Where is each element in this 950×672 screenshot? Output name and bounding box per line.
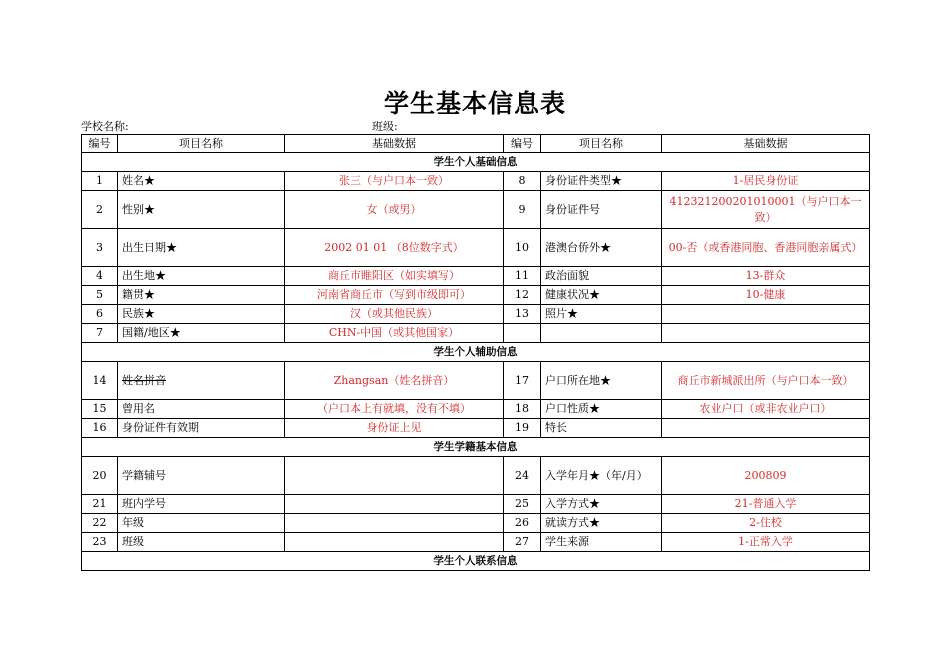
item-name: 健康状况★	[541, 286, 662, 305]
item-name: 户口性质★	[541, 400, 662, 419]
table-header-row	[82, 135, 870, 153]
item-name: 曾用名	[118, 400, 285, 419]
row-number: 7	[82, 324, 118, 343]
header-item: 项目名称	[541, 135, 662, 153]
row-number: 11	[504, 267, 541, 286]
item-name: 年级	[118, 514, 285, 533]
item-name: 就读方式★	[541, 514, 662, 533]
row-number: 24	[504, 457, 541, 495]
table-row	[82, 533, 870, 552]
item-value[interactable]: 商丘市新城派出所（与户口本一致）	[662, 362, 870, 400]
item-name: 入学方式★	[541, 495, 662, 514]
item-name: 民族★	[118, 305, 285, 324]
item-value[interactable]: 2-住校	[662, 514, 870, 533]
item-value[interactable]	[285, 495, 504, 514]
item-name: 出生日期★	[118, 229, 285, 267]
section-aux-info: 学生个人辅助信息	[82, 343, 870, 362]
item-value[interactable]: 10-健康	[662, 286, 870, 305]
item-value[interactable]: 2002 01 01 （8位数字式）	[285, 229, 504, 267]
row-number	[504, 324, 541, 343]
table-row	[82, 172, 870, 191]
item-name: 学籍辅号	[118, 457, 285, 495]
row-number: 22	[82, 514, 118, 533]
table-row	[82, 514, 870, 533]
item-name: 性别★	[118, 191, 285, 229]
item-value[interactable]	[662, 305, 870, 324]
item-value[interactable]: 412321200201010001（与户口本一致）	[662, 191, 870, 229]
header-no: 编号	[82, 135, 118, 153]
item-name: 身份证件类型★	[541, 172, 662, 191]
row-number: 23	[82, 533, 118, 552]
item-name: 出生地★	[118, 267, 285, 286]
item-name: 班内学号	[118, 495, 285, 514]
table-row	[82, 305, 870, 324]
table-row	[82, 191, 870, 229]
row-number: 4	[82, 267, 118, 286]
table-row	[82, 362, 870, 400]
row-number: 18	[504, 400, 541, 419]
item-value[interactable]: 200809	[662, 457, 870, 495]
item-value[interactable]: 1-居民身份证	[662, 172, 870, 191]
item-value[interactable]: 13-群众	[662, 267, 870, 286]
section-contact-info: 学生个人联系信息	[82, 552, 870, 571]
item-value[interactable]	[662, 324, 870, 343]
item-value[interactable]: 1-正常入学	[662, 533, 870, 552]
item-value[interactable]: 女（或男）	[285, 191, 504, 229]
item-name: 港澳台侨外★	[541, 229, 662, 267]
table-row	[82, 267, 870, 286]
item-name: 特长	[541, 419, 662, 438]
item-value[interactable]: 汉（或其他民族）	[285, 305, 504, 324]
item-name: 姓名拼音	[118, 362, 285, 400]
item-name: 身份证件有效期	[118, 419, 285, 438]
row-number: 16	[82, 419, 118, 438]
item-name: 学生来源	[541, 533, 662, 552]
header-data: 基础数据	[285, 135, 504, 153]
item-value[interactable]	[285, 514, 504, 533]
table-row	[82, 457, 870, 495]
header-data: 基础数据	[662, 135, 870, 153]
item-name: 照片★	[541, 305, 662, 324]
item-value[interactable]: 身份证上见	[285, 419, 504, 438]
item-name: 身份证件号	[541, 191, 662, 229]
row-number: 5	[82, 286, 118, 305]
table-row	[82, 229, 870, 267]
item-name: 政治面貌	[541, 267, 662, 286]
table-row	[82, 419, 870, 438]
row-number: 26	[504, 514, 541, 533]
row-number: 3	[82, 229, 118, 267]
section-basic-info: 学生个人基础信息	[82, 153, 870, 172]
item-value[interactable]	[285, 533, 504, 552]
section-enroll-info: 学生学籍基本信息	[82, 438, 870, 457]
row-number: 13	[504, 305, 541, 324]
item-value[interactable]: 商丘市睢阳区（如实填写）	[285, 267, 504, 286]
item-value[interactable]: 00-否（或香港同胞、香港同胞亲属式）	[662, 229, 870, 267]
item-name: 姓名★	[118, 172, 285, 191]
item-name: 户口所在地★	[541, 362, 662, 400]
row-number: 10	[504, 229, 541, 267]
item-value[interactable]: 21-普通入学	[662, 495, 870, 514]
row-number: 15	[82, 400, 118, 419]
row-number: 25	[504, 495, 541, 514]
row-number: 1	[82, 172, 118, 191]
row-number: 2	[82, 191, 118, 229]
item-value[interactable]	[285, 457, 504, 495]
row-number: 9	[504, 191, 541, 229]
row-number: 17	[504, 362, 541, 400]
item-name	[541, 324, 662, 343]
item-value[interactable]: CHN-中国（或其他国家）	[285, 324, 504, 343]
row-number: 27	[504, 533, 541, 552]
row-number: 21	[82, 495, 118, 514]
item-value[interactable]: 农业户口（或非农业户口）	[662, 400, 870, 419]
item-name: 国籍/地区★	[118, 324, 285, 343]
item-name: 籍贯★	[118, 286, 285, 305]
row-number: 8	[504, 172, 541, 191]
row-number: 6	[82, 305, 118, 324]
header-item: 项目名称	[118, 135, 285, 153]
table-row	[82, 400, 870, 419]
table-row	[82, 324, 870, 343]
student-info-table	[81, 134, 870, 571]
item-value[interactable]: 河南省商丘市（写到市级即可）	[285, 286, 504, 305]
row-number: 20	[82, 457, 118, 495]
item-value[interactable]	[662, 419, 870, 438]
item-name: 入学年月★（年/月）	[541, 457, 662, 495]
page-title: 学生基本信息表	[383, 89, 566, 118]
school-name-label: 学校名称:	[81, 120, 129, 133]
row-number: 12	[504, 286, 541, 305]
item-value[interactable]: （户口本上有就填，没有不填）	[285, 400, 504, 419]
row-number: 19	[504, 419, 541, 438]
item-name: 班级	[118, 533, 285, 552]
table-row	[82, 286, 870, 305]
row-number: 14	[82, 362, 118, 400]
item-value[interactable]: 张三（与户口本一致）	[285, 172, 504, 191]
header-no: 编号	[504, 135, 541, 153]
table-row	[82, 495, 870, 514]
class-label: 班级:	[372, 120, 398, 133]
item-value[interactable]: Zhangsan（姓名拼音）	[285, 362, 504, 400]
